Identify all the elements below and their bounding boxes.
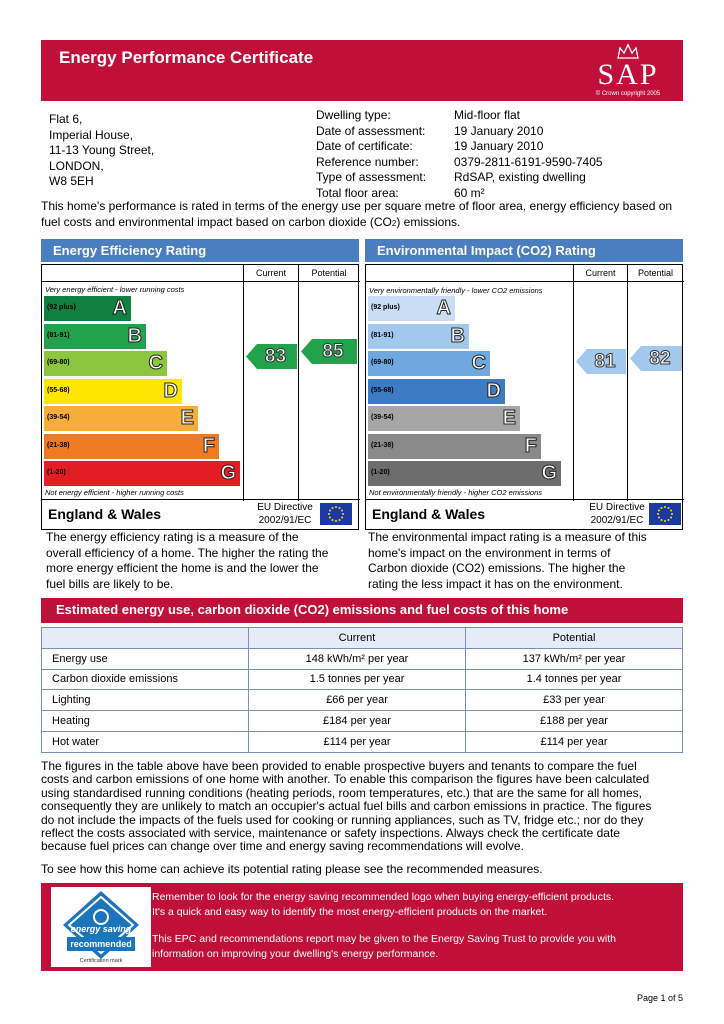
property-address bbox=[49, 112, 154, 190]
detail-label: Total floor area: bbox=[316, 185, 399, 200]
detail-label: Type of assessment: bbox=[316, 170, 427, 184]
detail-value: RdSAP, existing dwelling bbox=[454, 170, 586, 184]
estimated-costs-table bbox=[41, 627, 683, 753]
column-divider bbox=[573, 265, 574, 501]
logo-line1: energy saving bbox=[70, 924, 132, 934]
current-rating-value: 83 bbox=[264, 345, 287, 367]
potential-value: £33 per year bbox=[466, 690, 683, 711]
intro-paragraph bbox=[41, 199, 686, 231]
rating-band-c bbox=[44, 351, 167, 376]
table-header-potential: Potential bbox=[466, 628, 683, 649]
address-line: Imperial House, bbox=[49, 127, 134, 142]
current-value: 148 kWh/m² per year bbox=[249, 648, 466, 669]
figures-line: because fuel prices can change over time and energy saving recommendations will evolve. bbox=[41, 839, 524, 854]
current-value: £184 per year bbox=[249, 711, 466, 732]
rating-band-c bbox=[368, 351, 490, 376]
band-range: (39-54) bbox=[371, 414, 394, 421]
eu-directive-line1: EU Directive bbox=[257, 502, 313, 513]
band-range: (69-80) bbox=[47, 359, 70, 366]
potential-value: 1.4 tonnes per year bbox=[466, 669, 683, 690]
band-letter: B bbox=[127, 324, 142, 347]
figures-line: reflect the costs associated with service, maintenance or safety inspections. Always check the certificate date bbox=[41, 826, 620, 841]
address-line: LONDON, bbox=[49, 158, 104, 173]
detail-value: 19 January 2010 bbox=[454, 123, 544, 138]
banner-line: information on improving your dwelling's energy performance. bbox=[152, 948, 439, 960]
row-label: Carbon dioxide emissions bbox=[42, 669, 249, 690]
band-range: (55-68) bbox=[47, 386, 70, 394]
table-header-blank bbox=[42, 628, 249, 649]
potential-value: £188 per year bbox=[466, 711, 683, 732]
detail-label: Dwelling type: bbox=[316, 108, 391, 122]
banner-paragraph-2 bbox=[152, 932, 616, 962]
potential-rating-pointer bbox=[301, 339, 357, 364]
description-line: Carbon dioxide (CO2) emissions. The higher the bbox=[368, 561, 626, 575]
sap-logo-text: SAP bbox=[597, 58, 659, 91]
band-letter: A bbox=[436, 297, 451, 319]
description-line: home's impact on the environment in terms of bbox=[368, 545, 611, 560]
address-line: W8 5EH bbox=[49, 174, 94, 188]
rating-band-f bbox=[368, 434, 541, 459]
eu-directive-line2: 2002/91/EC bbox=[258, 515, 312, 526]
band-letter: E bbox=[180, 407, 194, 429]
top-note: Very energy efficient - lower running costs bbox=[45, 285, 185, 294]
band-range: (21-38) bbox=[371, 441, 394, 449]
band-letter: C bbox=[471, 352, 486, 374]
figures-line: consequently they are unlikely to match an occupier's actual fuel bills and carbon emissions in practice. The figures bbox=[41, 799, 652, 814]
banner-line: It's a quick and easy way to identify the most energy-efficient products on the market. bbox=[152, 906, 548, 918]
address-line: 11-13 Young Street, bbox=[49, 143, 155, 157]
figures-line: using standardised running conditions (heating periods, room temperatures, etc.) that are the same for all homes, bbox=[41, 785, 642, 800]
header-banner bbox=[41, 40, 683, 101]
rating-band-d bbox=[368, 379, 505, 404]
detail-value: 19 January 2010 bbox=[454, 139, 544, 153]
rating-band-g bbox=[44, 461, 240, 486]
rating-band-e bbox=[44, 406, 198, 431]
description-line: fuel bills are likely to be. bbox=[46, 576, 174, 591]
current-column-header: Current bbox=[585, 268, 616, 278]
current-rating-pointer bbox=[246, 344, 297, 369]
table-row bbox=[42, 669, 683, 690]
current-value: £114 per year bbox=[249, 731, 466, 752]
banner-paragraph-1 bbox=[152, 890, 614, 920]
potential-rating-value: 82 bbox=[649, 348, 671, 369]
table-row bbox=[42, 711, 683, 732]
row-divider bbox=[366, 499, 684, 500]
description-line: overall efficiency of a home. The higher the rating the bbox=[46, 545, 329, 560]
detail-label: Reference number: bbox=[316, 154, 419, 169]
figures-line: costs and carbon emissions of one home with another. To enable this comparison the figures have been calculated bbox=[41, 772, 650, 787]
band-letter: B bbox=[450, 324, 465, 347]
band-range: (92 plus) bbox=[371, 304, 400, 311]
band-letter: G bbox=[220, 462, 236, 484]
table-row bbox=[42, 731, 683, 752]
detail-value: Mid-floor flat bbox=[454, 108, 521, 122]
detail-value: 60 m² bbox=[454, 185, 485, 200]
potential-value: £114 per year bbox=[466, 731, 683, 752]
eu-directive-line1: EU Directive bbox=[589, 502, 645, 513]
detail-row bbox=[316, 124, 603, 140]
band-letter: G bbox=[541, 462, 557, 484]
rating-band-d bbox=[44, 379, 182, 404]
band-range: (55-68) bbox=[371, 386, 394, 394]
dwelling-details bbox=[316, 108, 603, 201]
band-range: (39-54) bbox=[47, 414, 70, 421]
rating-band-b bbox=[368, 324, 469, 349]
eu-directive bbox=[584, 501, 650, 527]
recommended-measures-note: To see how this home can achieve its potential rating please see the recommended measures. bbox=[41, 862, 543, 876]
efficiency-rating-title: Energy Efficiency Rating bbox=[41, 239, 359, 262]
environmental-rating-chart bbox=[365, 264, 683, 530]
row-label: Heating bbox=[42, 711, 249, 732]
band-range: (69-80) bbox=[371, 359, 394, 366]
potential-rating-value: 85 bbox=[322, 340, 344, 362]
logo-caption: Certification mark bbox=[79, 958, 123, 964]
row-label: Energy use bbox=[42, 648, 249, 669]
current-value: £66 per year bbox=[249, 690, 466, 711]
intro-text: This home's performance is rated in terms of the energy use per square metre of floor area, energy efficiency based on fuel costs and environmental impact based on carbon dioxide (CO bbox=[41, 199, 673, 229]
column-divider bbox=[627, 265, 628, 501]
logo-line2: recommended bbox=[70, 939, 132, 949]
row-divider bbox=[366, 281, 684, 282]
current-rating-value: 81 bbox=[594, 350, 616, 372]
rating-band-a bbox=[368, 296, 455, 321]
description-line: The energy efficiency rating is a measure of the bbox=[46, 530, 299, 544]
sap-copyright: © Crown copyright 2005 bbox=[595, 91, 661, 97]
rating-band-b bbox=[44, 324, 146, 349]
figures-paragraph bbox=[41, 760, 686, 854]
region-label: England & Wales bbox=[372, 506, 486, 522]
table-row bbox=[42, 648, 683, 669]
description-line: more energy efficient the home is and the lower the bbox=[46, 561, 319, 575]
detail-label: Date of certificate: bbox=[316, 139, 413, 153]
table-header-row bbox=[42, 628, 683, 649]
page-number: Page 1 of 5 bbox=[636, 993, 683, 1003]
banner-line: Remember to look for the energy saving recommended logo when buying energy-efficient products. bbox=[152, 891, 615, 903]
description-line: rating the less impact it has on the environment. bbox=[368, 576, 623, 591]
band-letter: D bbox=[163, 379, 178, 402]
detail-row bbox=[316, 170, 603, 186]
page-title: Energy Performance Certificate bbox=[59, 48, 314, 67]
detail-row bbox=[316, 139, 603, 155]
banner-line: This EPC and recommendations report may be given to the Energy Saving Trust to provide you with bbox=[152, 933, 616, 945]
band-range: (1-20) bbox=[47, 469, 66, 476]
top-note: Very environmentally friendly - lower CO2 emissions bbox=[369, 286, 543, 295]
band-range: (92 plus) bbox=[47, 304, 76, 311]
band-letter: C bbox=[148, 352, 163, 374]
detail-label: Date of assessment: bbox=[316, 123, 426, 138]
rating-band-g bbox=[368, 461, 561, 486]
table-header-current: Current bbox=[249, 628, 466, 649]
figures-line: The figures in the table above have been provided to enable prospective buyers and tenants to compare the fuel bbox=[41, 759, 637, 773]
intro-subscript: 2 bbox=[391, 218, 397, 228]
row-label: Lighting bbox=[42, 690, 249, 711]
description-line: The environmental impact rating is a measure of this bbox=[368, 530, 647, 544]
current-value: 1.5 tonnes per year bbox=[249, 669, 466, 690]
row-divider bbox=[42, 499, 360, 500]
bottom-note: Not environmentally friendly - higher CO2 emissions bbox=[369, 488, 542, 497]
band-letter: A bbox=[112, 297, 127, 319]
potential-value: 137 kWh/m² per year bbox=[466, 648, 683, 669]
band-range: (1-20) bbox=[371, 469, 390, 476]
energy-saving-banner bbox=[41, 883, 683, 971]
detail-row bbox=[316, 108, 603, 124]
rating-band-e bbox=[368, 406, 520, 431]
intro-text-end: ) emissions. bbox=[396, 214, 461, 229]
sap-logo bbox=[583, 44, 673, 98]
environmental-description bbox=[368, 530, 647, 592]
potential-column-header: Potential bbox=[311, 268, 347, 278]
eu-flag-icon bbox=[320, 503, 352, 525]
rating-band-a bbox=[44, 296, 131, 321]
figures-line: do not include the impacts of the fuels used for cooking or running appliances, such as TV, fridge etc.; nor do they bbox=[41, 812, 644, 827]
potential-rating-pointer bbox=[630, 346, 682, 371]
detail-value: 0379-2811-6191-9590-7405 bbox=[454, 154, 603, 169]
band-range: (81-91) bbox=[371, 331, 394, 339]
table-row bbox=[42, 690, 683, 711]
estimated-section-title: Estimated energy use, carbon dioxide (CO2) emissions and fuel costs of this home bbox=[41, 598, 683, 623]
efficiency-description bbox=[46, 530, 328, 592]
band-letter: F bbox=[524, 434, 537, 457]
energy-saving-recommended-logo bbox=[51, 887, 151, 967]
potential-column-header: Potential bbox=[637, 268, 674, 278]
region-label: England & Wales bbox=[48, 506, 162, 522]
rating-band-f bbox=[44, 434, 219, 459]
eu-flag-icon bbox=[649, 503, 681, 525]
row-label: Hot water bbox=[42, 731, 249, 752]
eu-directive bbox=[252, 501, 318, 527]
band-letter: D bbox=[486, 379, 501, 402]
row-divider bbox=[42, 281, 360, 282]
band-range: (81-91) bbox=[47, 331, 70, 339]
column-divider bbox=[298, 265, 299, 501]
current-rating-pointer bbox=[576, 349, 626, 374]
eu-directive-line2: 2002/91/EC bbox=[590, 515, 644, 526]
band-range: (21-38) bbox=[47, 441, 70, 449]
address-line: Flat 6, bbox=[49, 112, 83, 126]
current-column-header: Current bbox=[255, 268, 286, 278]
band-letter: F bbox=[202, 434, 215, 457]
column-divider bbox=[243, 265, 244, 501]
detail-row bbox=[316, 155, 603, 171]
efficiency-rating-chart bbox=[41, 264, 359, 530]
bottom-note: Not energy efficient - higher running costs bbox=[45, 488, 184, 497]
environmental-rating-title: Environmental Impact (CO2) Rating bbox=[365, 239, 683, 262]
band-letter: E bbox=[502, 407, 516, 429]
